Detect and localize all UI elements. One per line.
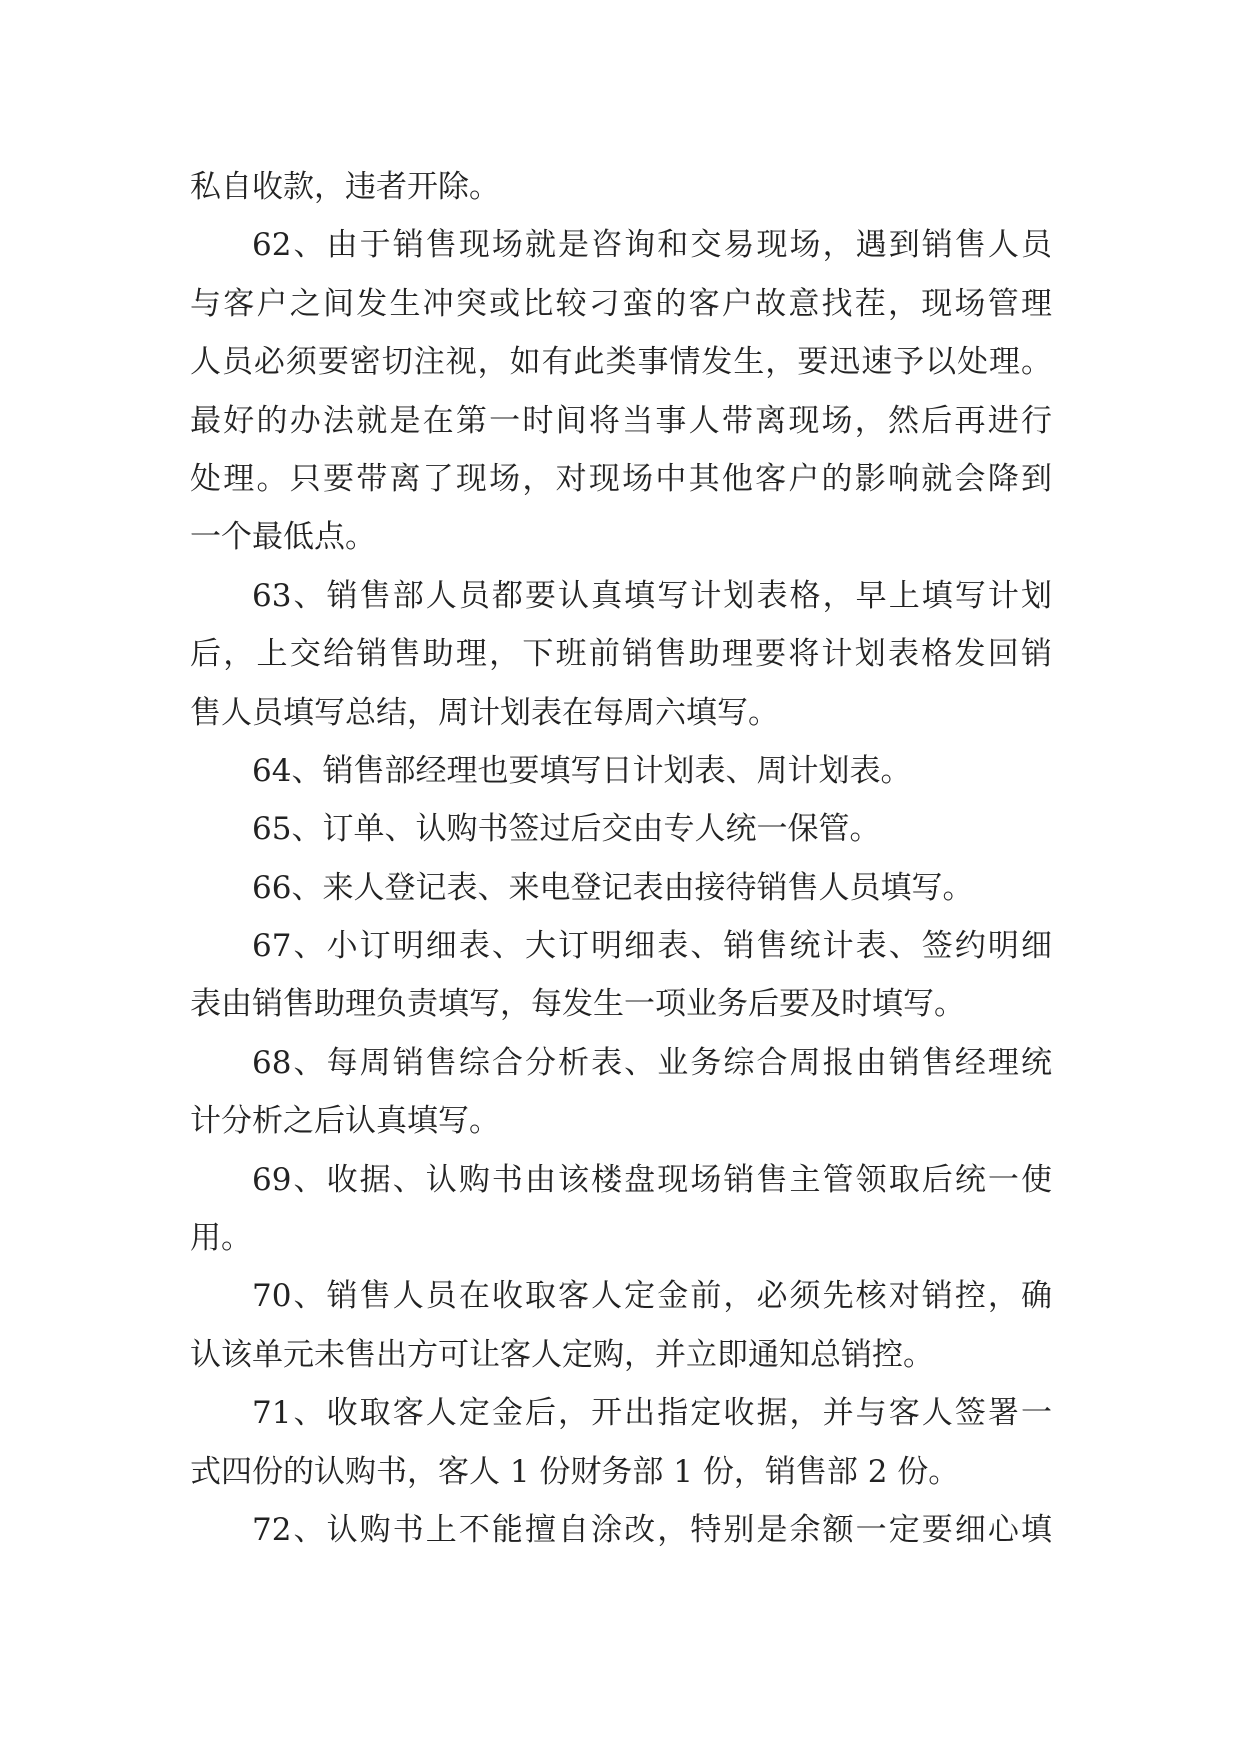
- item-72-line: 72、认购书上不能擅自涂改，特别是余额一定要细心填: [252, 1511, 1052, 1548]
- text-line: 后，上交给销售助理，下班前销售助理要将计划表格发回销: [190, 636, 1052, 673]
- text-line: 私自收款，违者开除。: [190, 169, 500, 205]
- text-line: 式四份的认购书，客人 1 份财务部 1 份，销售部 2 份。: [190, 1453, 960, 1490]
- text-line: 人员必须要密切注视，如有此类事情发生，要迅速予以处理。: [190, 344, 1052, 381]
- item-70-line: 70、销售人员在收取客人定金前，必须先核对销控，确: [252, 1278, 1052, 1315]
- text-line: 最好的办法就是在第一时间将当事人带离现场，然后再进行: [190, 402, 1052, 439]
- item-66-line: 66、来人登记表、来电登记表由接待销售人员填写。: [252, 869, 974, 906]
- text-line: 表由销售助理负责填写，每发生一项业务后要及时填写。: [190, 986, 965, 1023]
- item-62-line: 62、由于销售现场就是咨询和交易现场，遇到销售人员: [252, 227, 1052, 264]
- text-line: 售人员填写总结，周计划表在每周六填写。: [190, 694, 779, 731]
- item-63-line: 63、销售部人员都要认真填写计划表格，早上填写计划: [252, 577, 1052, 614]
- text-line: 认该单元未售出方可让客人定购，并立即通知总销控。: [190, 1336, 934, 1373]
- item-64-line: 64、销售部经理也要填写日计划表、周计划表。: [252, 752, 912, 789]
- item-67-line: 67、小订明细表、大订明细表、销售统计表、签约明细: [252, 928, 1052, 965]
- text-line: 计分析之后认真填写。: [190, 1103, 500, 1140]
- text-line: 一个最低点。: [190, 519, 376, 556]
- text-line: 处理。只要带离了现场，对现场中其他客户的影响就会降到: [190, 460, 1052, 497]
- document-page: [190, 158, 1052, 1559]
- text-line: 用。: [190, 1220, 252, 1257]
- text-line: 与客户之间发生冲突或比较刁蛮的客户故意找茬，现场管理: [190, 285, 1052, 322]
- item-68-line: 68、每周销售综合分析表、业务综合周报由销售经理统: [252, 1044, 1052, 1081]
- item-65-line: 65、订单、认购书签过后交由专人统一保管。: [252, 811, 881, 848]
- item-71-line: 71、收取客人定金后，开出指定收据，并与客人签署一: [252, 1395, 1052, 1432]
- item-69-line: 69、收据、认购书由该楼盘现场销售主管领取后统一使: [252, 1161, 1052, 1198]
